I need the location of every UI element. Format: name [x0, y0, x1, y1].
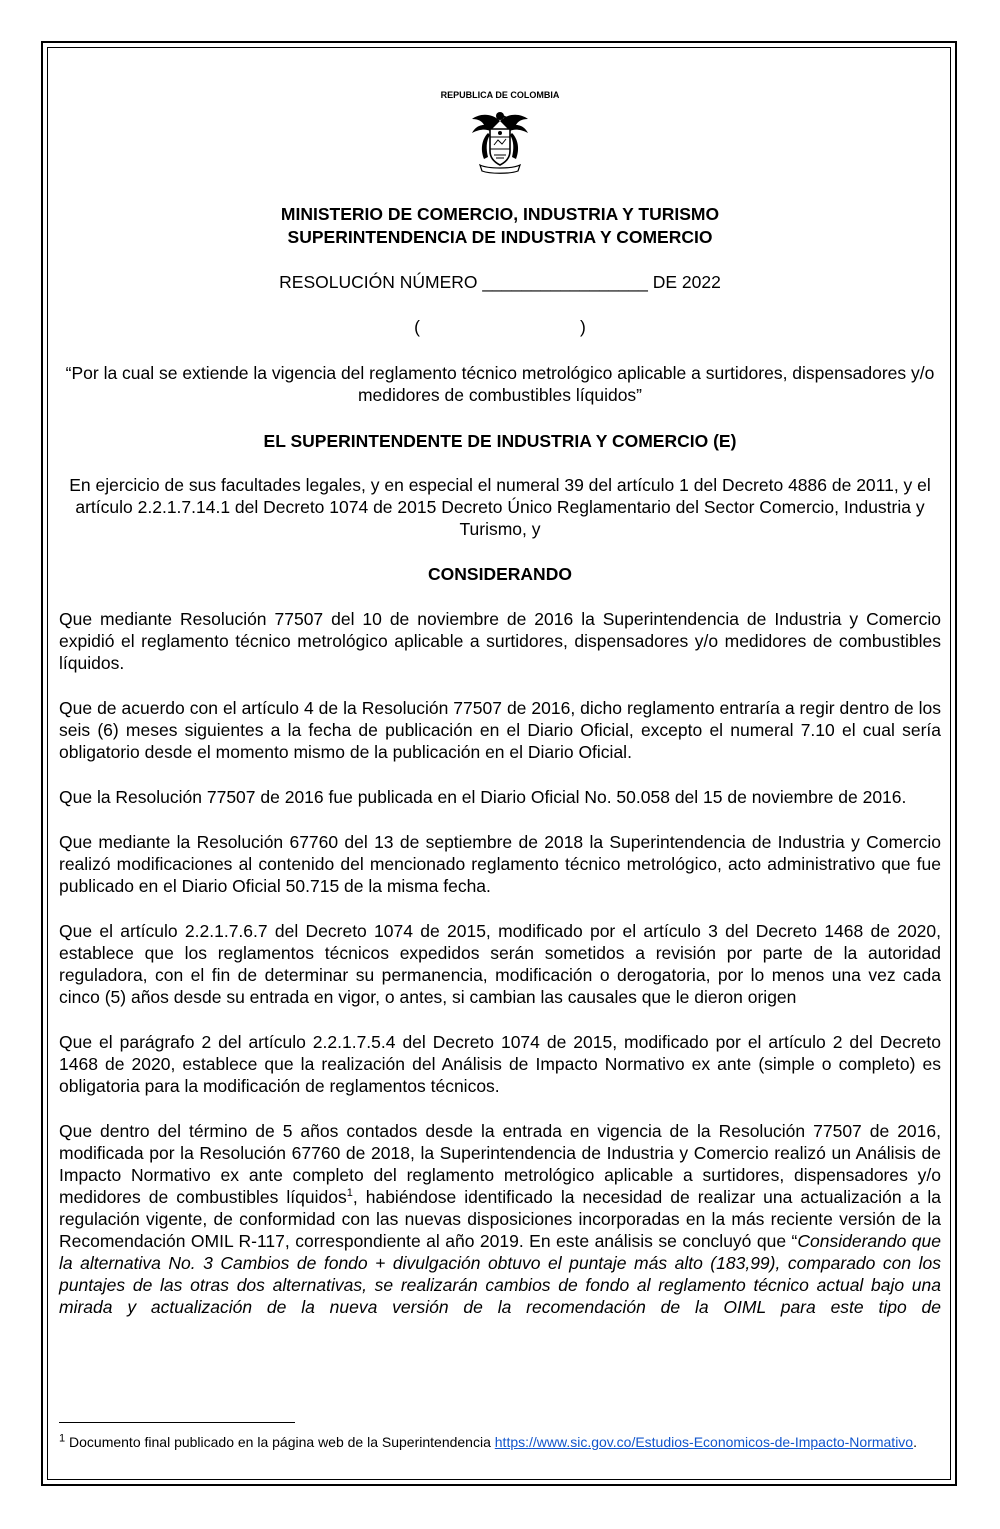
paragraph-6: Que el parágrafo 2 del artículo 2.2.1.7.5.4 del Decreto 1074 de 2015, modificado por el artículo 2 del Decreto 1468 de 2020, establece que la realización del Análisis de Impacto Normativo ex ante (simple o completo) es obligatoria para la modificación de reglamentos técnicos.	[59, 1032, 941, 1096]
paragraph-7	[59, 1120, 941, 1318]
resolution-blank: _________________	[482, 272, 648, 292]
ministry-heading	[59, 203, 941, 249]
paragraph-7-part-2: , habiéndose identificado la necesidad de realizar una actualización a la regulación vigente, de conformidad con las nuevas disposiciones incorporadas en la más reciente versión de la Recomendación OMIL R-117, correspondiente al año 2019. En este análisis se concluyó que “	[59, 1187, 941, 1251]
ministry-line-1: MINISTERIO DE COMERCIO, INDUSTRIA Y TURISMO	[280, 204, 720, 224]
republic-label: REPUBLICA DE COLOMBIA	[440, 90, 560, 100]
footnote-end: .	[913, 1434, 917, 1450]
resolution-date-parens	[59, 316, 941, 338]
footnote-separator	[59, 1422, 295, 1423]
legal-powers-text: En ejercicio de sus facultades legales, y en especial el numeral 39 del artículo 1 del Decreto 4886 de 2011, y el artículo 2.2.1.7.14.1 del Decreto 1074 de 2015 Decreto Único Reglamentario del Sector Comercio, Industria y Turismo, y	[69, 475, 931, 539]
footnote-number: 1	[59, 1432, 66, 1445]
paren-close: )	[580, 317, 586, 337]
ministry-line-2: SUPERINTENDENCIA DE INDUSTRIA Y COMERCIO	[287, 227, 713, 247]
paren-open: (	[414, 317, 420, 337]
footnote-link[interactable]: https://www.sic.gov.co/Estudios-Economicos-de-Impacto-Normativo	[494, 1434, 914, 1450]
resolution-subject: “Por la cual se extiende la vigencia del reglamento técnico metrológico aplicable a surtidores, dispensadores y/o medidores de combustibles líquidos”	[65, 363, 935, 405]
footnote-text: Documento final publicado en la página web de la Superintendencia	[65, 1434, 495, 1450]
paragraph-5: Que el artículo 2.2.1.7.6.7 del Decreto 1074 de 2015, modificado por el artículo 3 del Decreto 1468 de 2020, establece que los reglamentos técnicos expedidos serán sometidos a revisión por parte de la autoridad reguladora, con el fin de determinar su permanencia, modificación o derogatoria, por lo menos una vez cada cinco (5) años desde su entrada en vigor, o antes, si cambian las causales que le dieron origen	[59, 921, 941, 1007]
paragraph-4: Que mediante la Resolución 67760 del 13 de septiembre de 2018 la Superintendencia de Industria y Comercio realizó modificaciones al contenido del mencionado reglamento técnico metrológico, acto administrativo que fue publicado en el Diario Oficial 50.715 de la misma fecha.	[59, 832, 941, 896]
authority-heading: EL SUPERINTENDENTE DE INDUSTRIA Y COMERCIO (E)	[263, 431, 737, 451]
paragraph-7-part-1: Que dentro del término de 5 años contados desde la entrada en vigencia de la Resolución 77507 de 2016, modificada por la Resolución 67760 de 2018, la Superintendencia de Industria y Comercio realizó un Análisis de Impacto Normativo ex ante completo del reglamento metrológico aplicable a surtidores, dispensadores y/o medidores de combustibles líquidos	[59, 1121, 941, 1207]
document-body	[59, 90, 941, 1318]
paragraph-2: Que de acuerdo con el artículo 4 de la Resolución 77507 de 2016, dicho reglamento entraría a regir dentro de los seis (6) meses siguientes a la fecha de publicación en el Diario Oficial, excepto el numeral 7.10 el cual sería obligatorio desde el momento mismo de la publicación en el Diario Oficial.	[59, 698, 941, 762]
footnote-reference[interactable]: 1	[346, 1187, 353, 1200]
resolution-prefix: RESOLUCIÓN NÚMERO	[279, 272, 478, 292]
analysis-quote: Considerando que la alternativa No. 3 Cambios de fondo + divulgación obtuvo el puntaje más alto (183,99), comparado con los puntajes de las otras dos alternativas, se realizarán cambios de fondo al reglamento técnico actual bajo una mirada y actualización de la nueva versión de la recomendación de la OIML para este tipo de	[59, 1231, 941, 1317]
footnote	[59, 1433, 941, 1451]
resolution-suffix: DE 2022	[652, 272, 721, 292]
resolution-number	[59, 271, 941, 293]
paragraph-3: Que la Resolución 77507 de 2016 fue publicada en el Diario Oficial No. 50.058 del 15 de noviembre de 2016.	[59, 787, 907, 807]
paragraph-1: Que mediante Resolución 77507 del 10 de noviembre de 2016 la Superintendencia de Industria y Comercio expidió el reglamento técnico metrológico aplicable a surtidores, dispensadores y/o medidores de combustibles líquidos.	[59, 609, 941, 673]
coat-of-arms-icon	[468, 107, 532, 175]
considerando-heading: CONSIDERANDO	[428, 564, 572, 584]
